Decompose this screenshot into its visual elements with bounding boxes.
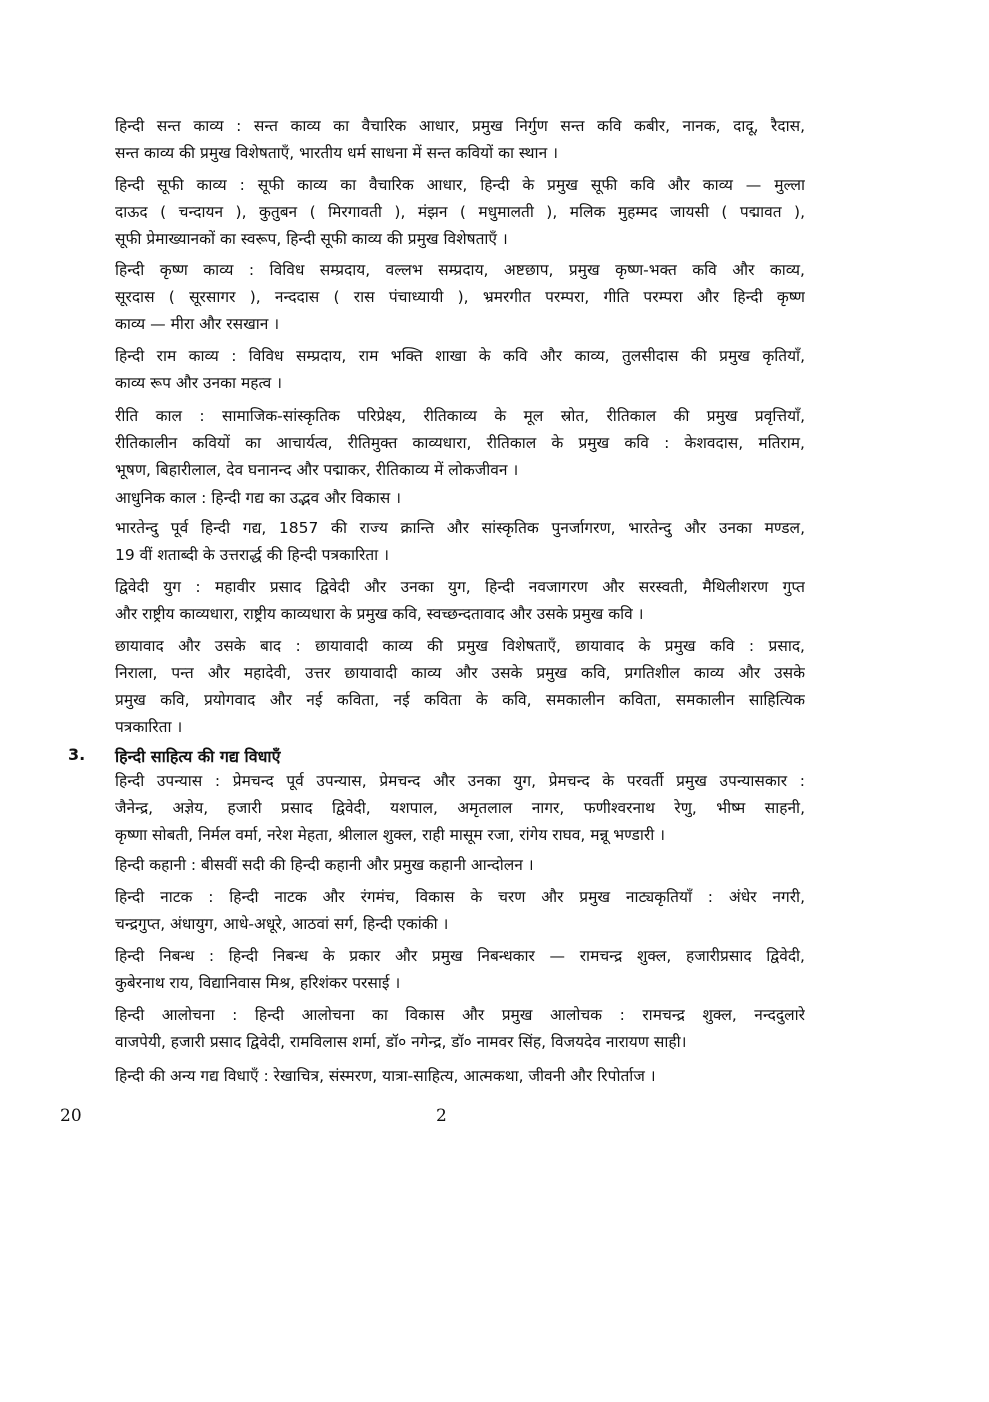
footer-code: 20 xyxy=(60,1106,82,1126)
text-line: दाऊद ( चन्दायन ), कुतुबन ( मिरगावती ), मंझन ( मधुमालती ), मलिक मुहम्मद जायसी ( पद्मावत ), xyxy=(115,203,805,221)
text-line: वाजपेयी, हजारी प्रसाद द्विवेदी, रामविलास शर्मा, डॉ० नगेन्द्र, डॉ० नामवर सिंह, विजयदेव नारायण साही। xyxy=(115,1033,687,1051)
text-line: काव्य रूप और उनका महत्व । xyxy=(115,374,283,392)
text-line: आधुनिक काल : हिन्दी गद्य का उद्भव और विकास । xyxy=(115,489,402,507)
paragraph xyxy=(115,113,805,167)
paragraph xyxy=(115,852,805,879)
paragraph xyxy=(115,257,805,338)
paragraph xyxy=(115,485,805,512)
paragraph xyxy=(115,943,805,997)
text-line: कुबेरनाथ राय, विद्यानिवास मिश्र, हरिशंकर परसाई । xyxy=(115,974,401,992)
text-line: भूषण, बिहारीलाल, देव घनानन्द और पद्माकर, रीतिकाव्य में लोकजीवन । xyxy=(115,461,519,479)
text-line: और राष्ट्रीय काव्यधारा, राष्ट्रीय काव्यधारा के प्रमुख कवि, स्वच्छन्दतावाद और उसके प्रमुख कवि । xyxy=(115,605,644,623)
paragraph xyxy=(115,172,805,253)
text-line: हिन्दी निबन्ध : हिन्दी निबन्ध के प्रकार और प्रमुख निबन्धकार — रामचन्द्र शुक्ल, हजारीप्रसाद द्विवेदी, xyxy=(115,947,805,965)
text-line: द्विवेदी युग : महावीर प्रसाद द्विवेदी और उनका युग, हिन्दी नवजागरण और सरस्वती, मैथिलीशरण गुप्त xyxy=(115,578,805,596)
text-line: निराला, पन्त और महादेवी, उत्तर छायावादी काव्य और उसके प्रमुख कवि, प्रगतिशील काव्य और उसके xyxy=(115,664,805,682)
paragraph xyxy=(115,884,805,938)
text-line: हिन्दी सन्त काव्य : सन्त काव्य का वैचारिक आधार, प्रमुख निर्गुण सन्त कवि कबीर, नानक, दादू, रैदास, xyxy=(115,117,805,135)
text-line: हिन्दी नाटक : हिन्दी नाटक और रंगमंच, विकास के चरण और प्रमुख नाट्यकृतियाँ : अंधेर नगरी, xyxy=(115,888,805,906)
text-line: हिन्दी कहानी : बीसवीं सदी की हिन्दी कहानी और प्रमुख कहानी आन्दोलन । xyxy=(115,856,534,874)
text-line: हिन्दी आलोचना : हिन्दी आलोचना का विकास और प्रमुख आलोचक : रामचन्द्र शुक्ल, नन्ददुलारे xyxy=(115,1006,805,1024)
paragraph xyxy=(115,403,805,484)
text-line: हिन्दी उपन्यास : प्रेमचन्द पूर्व उपन्यास, प्रेमचन्द और उनका युग, प्रेमचन्द के परवर्ती प्रमुख उपन्यासकार : xyxy=(115,772,805,790)
paragraph xyxy=(115,768,805,849)
text-line: रीतिकालीन कवियों का आचार्यत्व, रीतिमुक्त काव्यधारा, रीतिकाल के प्रमुख कवि : केशवदास, मतिराम, xyxy=(115,434,805,452)
text-line: जैनेन्द्र, अज्ञेय, हजारी प्रसाद द्विवेदी, यशपाल, अमृतलाल नागर, फणीश्वरनाथ रेणु, भीष्म साहनी, xyxy=(115,799,805,817)
paragraph xyxy=(115,1002,805,1056)
text-line: छायावाद और उसके बाद : छायावादी काव्य की प्रमुख विशेषताएँ, छायावाद के प्रमुख कवि : प्रसाद, xyxy=(115,637,805,655)
text-line: रीति काल : सामाजिक-सांस्कृतिक परिप्रेक्ष्य, रीतिकाव्य के मूल स्रोत, रीतिकाल की प्रमुख प्रवृत्तियाँ, xyxy=(115,407,805,425)
text-line: हिन्दी राम काव्य : विविध सम्प्रदाय, राम भक्ति शाखा के कवि और काव्य, तुलसीदास की प्रमुख कृतियाँ, xyxy=(115,347,805,365)
paragraph xyxy=(115,1063,805,1090)
text-line: काव्य — मीरा और रसखान । xyxy=(115,315,280,333)
section-number: 3. xyxy=(68,745,86,764)
section-title: हिन्दी साहित्य की गद्य विधाएँ xyxy=(115,747,281,766)
paragraph xyxy=(115,515,805,569)
paragraph xyxy=(115,343,805,397)
text-line: सन्त काव्य की प्रमुख विशेषताएँ, भारतीय धर्म साधना में सन्त कवियों का स्थान । xyxy=(115,144,558,162)
text-line: प्रमुख कवि, प्रयोगवाद और नई कविता, नई कविता के कवि, समकालीन कविता, समकालीन साहित्यिक xyxy=(115,691,805,709)
text-line: हिन्दी सूफी काव्य : सूफी काव्य का वैचारिक आधार, हिन्दी के प्रमुख सूफी कवि और काव्य — मुल्ला xyxy=(115,176,805,194)
paragraph xyxy=(115,574,805,628)
text-line: भारतेन्दु पूर्व हिन्दी गद्य, 1857 की राज्य क्रान्ति और सांस्कृतिक पुनर्जागरण, भारतेन्दु और उनका मण्डल, xyxy=(115,519,805,537)
page-number: 2 xyxy=(436,1106,447,1126)
text-line: कृष्णा सोबती, निर्मल वर्मा, नरेश मेहता, श्रीलाल शुक्ल, राही मासूम रजा, रांगेय राघव, मन्नू भण्डारी । xyxy=(115,826,666,844)
text-line: सूफी प्रेमाख्यानकों का स्वरूप, हिन्दी सूफी काव्य की प्रमुख विशेषताएँ । xyxy=(115,230,508,248)
text-line: 19 वीं शताब्दी के उत्तरार्द्ध की हिन्दी पत्रकारिता । xyxy=(115,546,389,564)
text-line: सूरदास ( सूरसागर ), नन्ददास ( रास पंचाध्यायी ), भ्रमरगीत परम्परा, गीति परम्परा और हिन्दी कृष्ण xyxy=(115,288,805,306)
text-line: पत्रकारिता । xyxy=(115,718,183,736)
text-line: हिन्दी की अन्य गद्य विधाएँ : रेखाचित्र, संस्मरण, यात्रा-साहित्य, आत्मकथा, जीवनी और रिपोर्ताज । xyxy=(115,1067,656,1085)
paragraph xyxy=(115,633,805,741)
text-line: चन्द्रगुप्त, अंधायुग, आधे-अधूरे, आठवां सर्ग, हिन्दी एकांकी । xyxy=(115,915,449,933)
text-line: हिन्दी कृष्ण काव्य : विविध सम्प्रदाय, वल्लभ सम्प्रदाय, अष्टछाप, प्रमुख कृष्ण-भक्त कवि और काव्य, xyxy=(115,261,805,279)
